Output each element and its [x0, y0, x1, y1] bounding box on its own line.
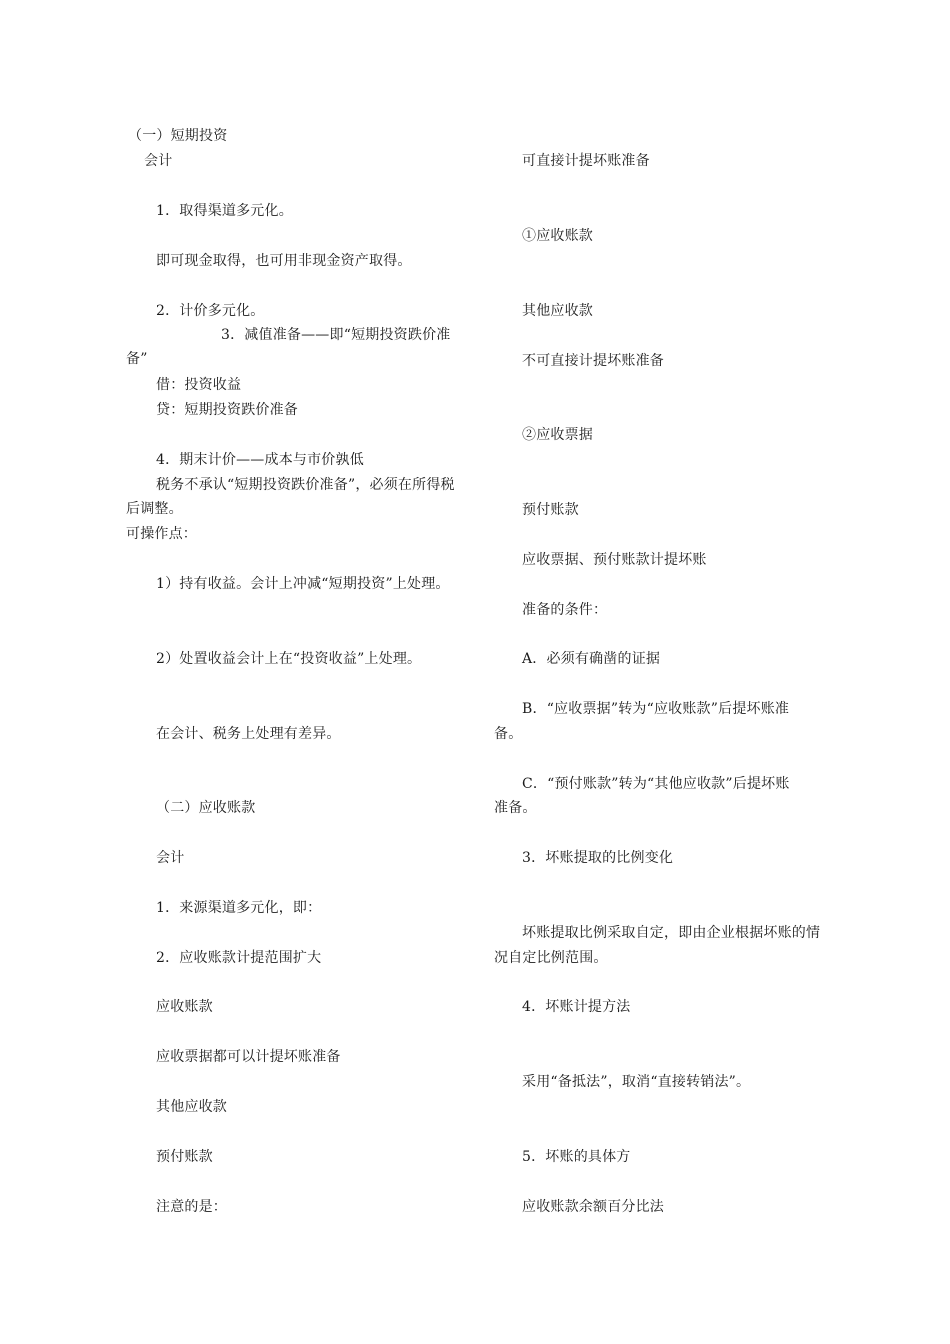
note-heading: 注意的是： [156, 1199, 227, 1215]
item-1-detail: 即可现金取得，也可用非现金资产取得。 [156, 253, 412, 269]
ratio-detail: 坏账提取比例采取自定，即由企业根据坏账的情 [522, 925, 821, 941]
item-2-scope: 2．应收账款计提范围扩大 [156, 950, 322, 966]
list-prepayments: 预付账款 [156, 1149, 213, 1165]
condition-c: C．“预付账款”转为“其他应收款”后提坏账 [522, 776, 790, 792]
item-other-receivables: 其他应收款 [522, 303, 593, 319]
section-heading-short-term-investment: （一）短期投资 [128, 128, 228, 144]
item-3-impairment: 3．减值准备——即“短期投资跌价准 [221, 327, 451, 343]
tax-note-cont: 后调整。 [126, 501, 183, 517]
item-3-ratio-change: 3．坏账提取的比例变化 [522, 850, 674, 866]
conditions-heading: 应收票据、预付账款计提坏账 [522, 552, 707, 568]
condition-b-cont: 备。 [494, 726, 523, 742]
difference-note: 在会计、税务上处理有差异。 [156, 726, 341, 742]
subheading-accounting-2: 会计 [156, 850, 185, 866]
credit-entry: 贷：短期投资跌价准备 [156, 402, 298, 418]
item-notes-receivable: ②应收票据 [522, 427, 593, 443]
condition-b: B．“应收票据”转为“应收账款”后提坏账准 [522, 701, 790, 717]
item-3-impairment-cont: 备” [126, 351, 148, 367]
item-4-method: 4．坏账计提方法 [522, 999, 631, 1015]
condition-a: A．必须有确凿的证据 [522, 651, 661, 667]
method-detail: 采用“备抵法”，取消“直接转销法”。 [522, 1074, 751, 1090]
balance-percentage-method: 应收账款余额百分比法 [522, 1199, 664, 1215]
tax-note: 税务不承认“短期投资跌价准备”，必须在所得税 [156, 477, 455, 493]
list-notes-receivable: 应收票据都可以计提坏账准备 [156, 1049, 341, 1065]
debit-entry: 借：投资收益 [156, 377, 242, 393]
item-prepayments: 预付账款 [522, 502, 579, 518]
item-1-acquisition: 1．取得渠道多元化。 [156, 203, 293, 219]
subheading-accounting: 会计 [144, 153, 173, 169]
conditions-heading-cont: 准备的条件： [522, 602, 608, 618]
item-5-specific: 5．坏账的具体方 [522, 1149, 631, 1165]
direct-provision-heading: 可直接计提坏账准备 [522, 153, 650, 169]
operable-points-heading: 可操作点： [126, 526, 197, 542]
point-2-disposal-income: 2）处置收益会计上在“投资收益”上处理。 [156, 651, 422, 667]
item-4-period-end: 4．期末计价——成本与市价孰低 [156, 452, 364, 468]
list-other-receivables: 其他应收款 [156, 1099, 227, 1115]
section-heading-receivables: （二）应收账款 [156, 800, 256, 816]
ratio-detail-cont: 况自定比例范围。 [494, 950, 608, 966]
item-2-valuation: 2．计价多元化。 [156, 303, 265, 319]
condition-c-cont: 准备。 [494, 800, 537, 816]
point-1-holding-income: 1）持有收益。会计上冲减“短期投资”上处理。 [156, 576, 450, 592]
item-accounts-receivable: ①应收账款 [522, 228, 593, 244]
list-accounts-receivable: 应收账款 [156, 999, 213, 1015]
item-1-sources: 1．来源渠道多元化，即： [156, 900, 322, 916]
indirect-provision-heading: 不可直接计提坏账准备 [522, 353, 664, 369]
